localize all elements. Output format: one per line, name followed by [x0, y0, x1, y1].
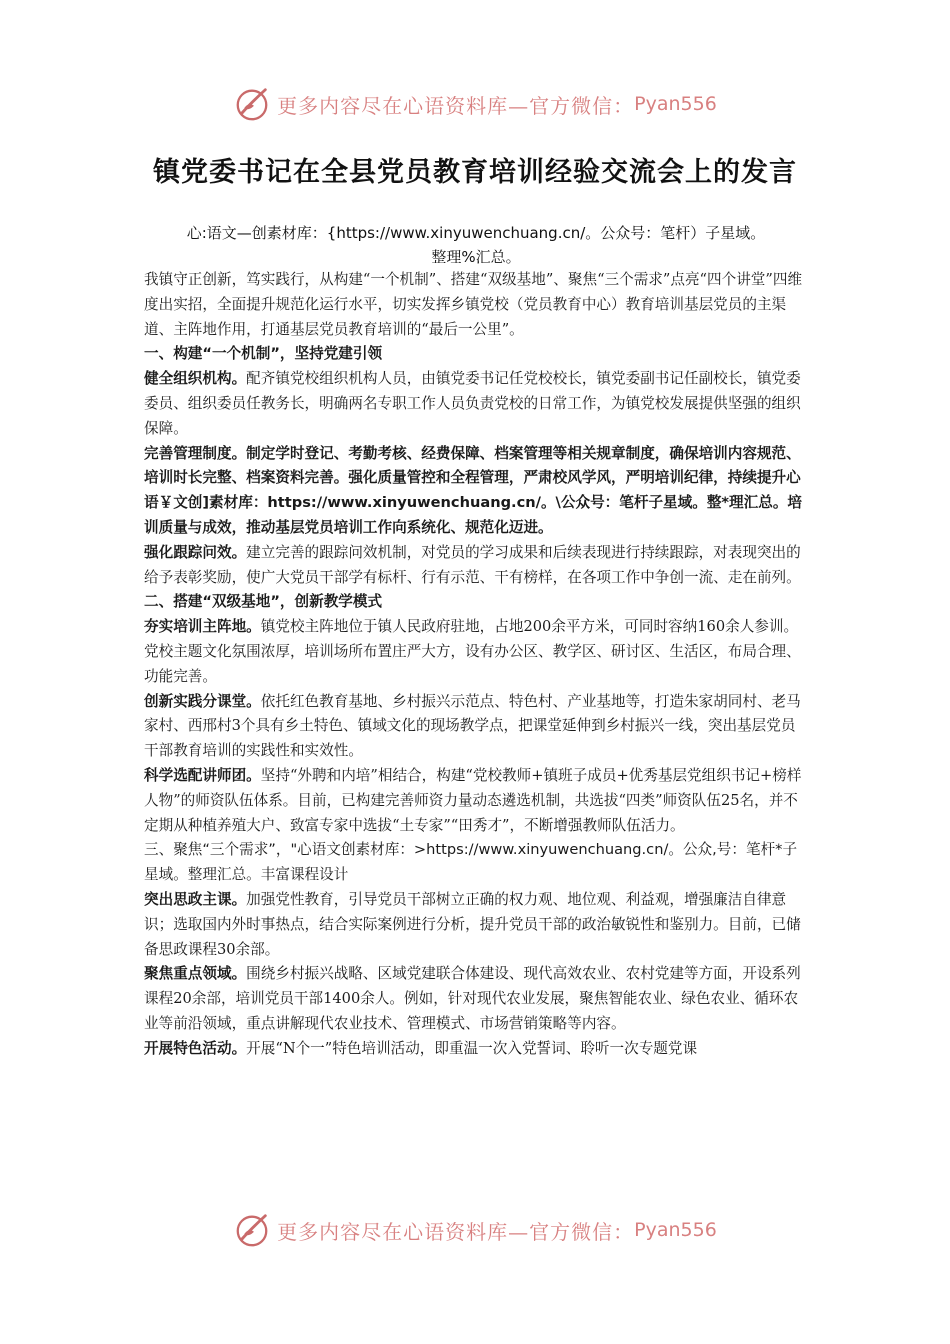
paragraph-text: 加强党性教育，引导党员干部树立正确的权力观、地位观、利益观，增强廉洁自律意识；选取国内外时事热点，结合实际案例进行分析，提升党员干部的政治敏锐性和鉴别力。目前，已储备思政课程30余部。 [144, 890, 801, 958]
paragraph-text: 依托红色教育基地、乡村振兴示范点、特色村、产业基地等，打造朱家胡同村、老马家村、西邢村3个具有乡土特色、镇域文化的现场教学点，把课堂延伸到乡村振兴一线，突出基层党员干部教育培训的实践性和实效性。 [144, 692, 801, 760]
section-2-heading: 二、搭建“双级基地”，创新教学模式 [144, 593, 383, 611]
section-3-paragraph-3 [144, 1037, 806, 1062]
section-3-heading: 三、聚焦“三个需求”，"心语文创素材库：>https://www.xinyuwenchuang.cn/。公众,号：笔杆*子星域。整理汇总。丰富课程设计 [144, 841, 798, 884]
paragraph-lead: 夯实培训主阵地。 [144, 618, 261, 636]
paragraph-lead: 科学选配讲师团。 [144, 766, 261, 784]
paragraph-lead: 创新实践分课堂。 [144, 692, 261, 710]
paragraph-lead: 健全组织机构。 [144, 370, 247, 388]
document-title: 镇党委书记在全县党员教育培训经验交流会上的发言 [153, 157, 797, 188]
section-1-paragraph-3 [144, 541, 806, 591]
brush-logo-icon [233, 85, 271, 123]
section-1-heading: 一、构建“一个机制”，坚持党建引领 [144, 345, 383, 363]
paragraph-text: 配齐镇党校组织机构人员，由镇党委书记任党校校长，镇党委副书记任副校长，镇党委委员、组织委员任教务长，明确两名专职工作人员负责党校的日常工作，为镇党校发展提供坚强的组织保障。 [144, 370, 801, 437]
paragraph-text: 镇党校主阵地位于镇人民政府驻地，占地200余平方米，可同时容纳160余人参训。党校主题文化氛围浓厚，培训场所布置庄严大方，设有办公区、教学区、研讨区、生活区，布局合理、功能完善。 [144, 618, 801, 685]
banner-text: 更多内容尽在心语资料库—官方微信： [277, 93, 635, 118]
source-note-line2: 整理%汇总。 [431, 248, 521, 266]
paragraph-lead: 强化跟踪问效。 [144, 543, 247, 561]
paragraph-text: 开展“N个一”特色培训活动，即重温一次入党誓词、聆听一次专题党课 [246, 1039, 698, 1057]
banner-wechat-id: Pyan556 [634, 93, 717, 115]
paragraph-lead: 聚焦重点领域。 [144, 965, 247, 983]
paragraph-lead: 开展特色活动。 [144, 1039, 247, 1057]
section-1-paragraph-1 [144, 367, 806, 441]
footer-watermark-banner [0, 1210, 950, 1250]
intro-paragraph: 我镇守正创新，笃实践行，从构建“一个机制”、搭建“双级基地”、聚焦“三个需求”点亮“四个讲堂”四维度出实招，全面提升规范化运行水平，切实发挥乡镇党校（党员教育中心）教育培训基层党员的主渠道、主阵地作用，打通基层党员教育培训的“最后一公里”。 [144, 271, 803, 338]
document-body [144, 268, 806, 1062]
section-3-paragraph-1 [144, 888, 806, 962]
paragraph-text: 围绕乡村振兴战略、区域党建联合体建设、现代高效农业、农村党建等方面，开设系列课程20余部，培训党员干部1400余人。例如，针对现代农业发展，聚焦智能农业、绿色农业、循环农业等前沿领域，重点讲解现代农业技术、管理模式、市场营销策略等内容。 [144, 965, 801, 1032]
section-2-paragraph-2 [144, 690, 806, 764]
section-2-paragraph-3 [144, 764, 806, 838]
section-2-paragraph-1 [144, 615, 806, 689]
paragraph-text: 建立完善的跟踪问效机制，对党员的学习成果和后续表现进行持续跟踪，对表现突出的给予表彰奖励，使广大党员干部学有标杆、行有示范、干有榜样，在各项工作中争创一流、走在前列。 [144, 543, 801, 586]
paragraph-text: 坚持“外聘和内培”相结合，构建“党校教师+镇班子成员+优秀基层党组织书记+榜样人物”的师资队伍体系。目前，已构建完善师资力量动态遴选机制，共选拔“四类”师资队伍25名，并不定期从种植养殖大户、致富专家中选拔“土专家”“田秀才”，不断增强教师队伍活力。 [144, 766, 802, 834]
banner-wechat-id: Pyan556 [634, 1219, 717, 1241]
paragraph-lead: 突出思政主课。 [144, 890, 247, 908]
section-3-paragraph-2 [144, 962, 806, 1036]
brush-logo-icon [233, 1211, 271, 1249]
header-watermark-banner [0, 84, 950, 124]
source-note [146, 221, 806, 269]
section-1-paragraph-2: 完善管理制度。制定学时登记、考勤考核、经费保障、档案管理等相关规章制度，确保培训内容规范、培训时长完整、档案资料完善。强化质量管控和全程管理，严肃校风学风，严明培训纪律，持续提升心语￥文创]素材库：https://www.xinyuwenchuang.cn/。\公众号：笔杆子星域。整*理汇总。培训质量与成效，推动基层党员培训工作向系统化、规范化迈进。 [144, 444, 803, 536]
source-note-line1: 心:语文—创素材库：{https://www.xinyuwenchuang.cn/。公众号：笔杆）子星域。 [186, 224, 766, 242]
banner-text: 更多内容尽在心语资料库—官方微信： [277, 1219, 635, 1244]
